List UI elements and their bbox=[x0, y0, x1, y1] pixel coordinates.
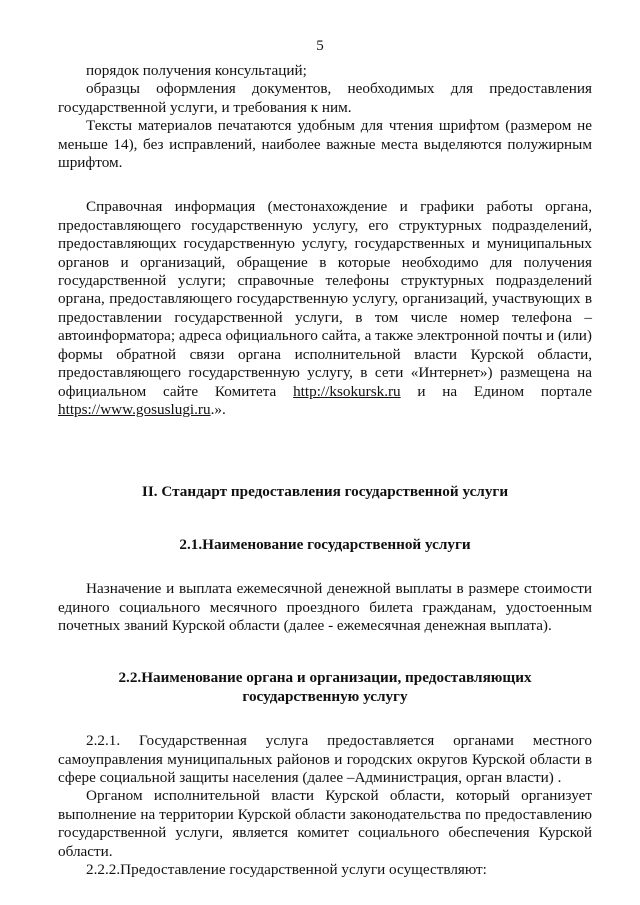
section-2-1-heading: 2.1.Наименование государственной услуги bbox=[179, 535, 471, 553]
paragraph-service-name: Назначение и выплата ежемесячной денежной выплаты в размере стоимости единого социального месячного проездного билета гражданам, удостоенным почетных званий Курской области (далее - ежемесячная денежная выплата). bbox=[58, 580, 592, 634]
paragraph-executive-authority: Органом исполнительной власти Курской области, который организует выполнение на территории Курской области законодательства по предоставлению государственной услуги, является комитет социального обеспечения Курской области. bbox=[58, 787, 592, 860]
section-2-2-heading-line1: 2.2.Наименование органа и организации, предоставляющих bbox=[118, 669, 532, 687]
section-ii-heading: II. Стандарт предоставления государственной услуги bbox=[141, 483, 509, 501]
reference-info-text-end: .». bbox=[210, 400, 226, 418]
page-number: 5 bbox=[316, 38, 324, 54]
document-body bbox=[58, 62, 592, 879]
reference-info-text-start: Справочная информация (местонахождение и графики работы органа, предоставляющего государственную услугу, его структурных подразделений, предоставляющих государственную услугу, государственных и муниципальных органов и организаций, обращение в которые необходимо для получения государственной услуги; справочные телефоны структурных подразделений органа, предоставляющего государственную услугу, организаций, участвующих в предоставлении государственной услуги, в том числе номер телефона – автоинформатора; адреса официального сайта, а также электронной почты и (или) формы обратной связи органа исполнительной власти Курской области, предоставляющего государственную услугу, в сети «Интернет») размещена на официальном сайте Комитета bbox=[58, 198, 592, 400]
paragraph-font-requirements: Тексты материалов печатаются удобным для чтения шрифтом (размером не меньше 14), без исправлений, наиболее важные места выделяются полужирным шрифтом. bbox=[58, 117, 592, 172]
paragraph-2-2-2: 2.2.2.Предоставление государственной услуги осуществляют: bbox=[86, 861, 487, 878]
reference-info-text-mid: и на Едином портале bbox=[400, 382, 592, 400]
paragraph-document-samples: образцы оформления документов, необходимых для предоставления государственной услуги, и требования к ним. bbox=[58, 80, 592, 116]
section-2-2-heading bbox=[58, 669, 592, 706]
paragraph-2-2-1: 2.2.1. Государственная услуга предоставляется органами местного самоуправления муниципальных районов и городских округов Курской области в сфере социальной защиты населения (далее –Администрация, орган власти) . bbox=[58, 732, 592, 786]
section-2-2-heading-line2: государственную услугу bbox=[242, 687, 408, 705]
ksokursk-link[interactable]: http://ksokursk.ru bbox=[293, 382, 401, 400]
gosuslugi-link[interactable]: https://www.gosuslugi.ru bbox=[58, 400, 211, 418]
paragraph-reference-info bbox=[58, 198, 592, 419]
paragraph-consultation-order: порядок получения консультаций; bbox=[86, 62, 307, 79]
